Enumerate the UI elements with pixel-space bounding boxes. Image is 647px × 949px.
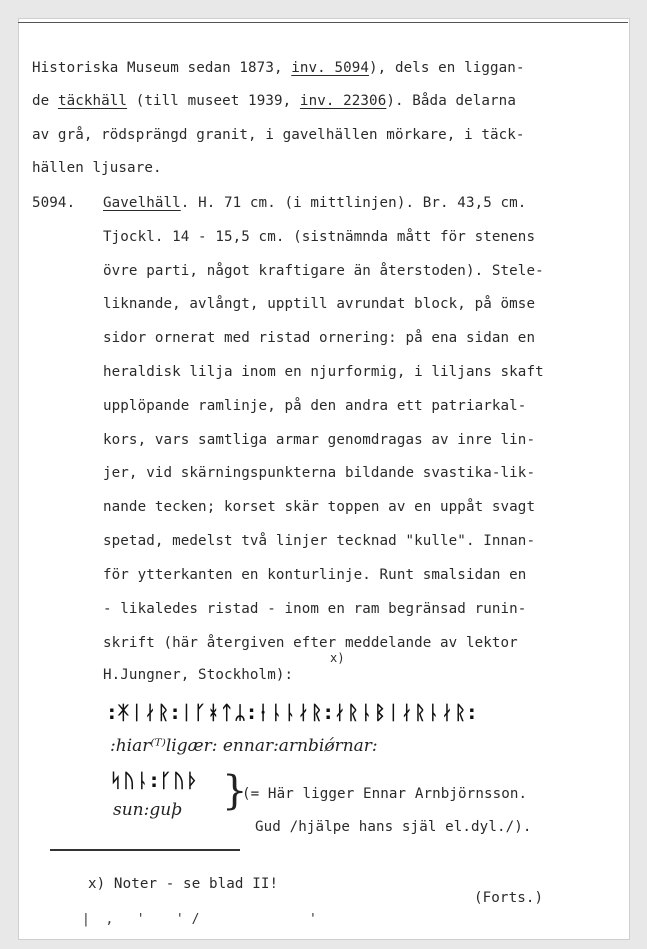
- text: (till museet 1939,: [127, 93, 300, 109]
- text-line: liknande, avlångt, upptill avrundat block, på ömse: [103, 296, 536, 312]
- text-line: [32, 60, 525, 76]
- top-border-line: [18, 22, 628, 23]
- text: ). Båda delarna: [386, 93, 516, 109]
- text-line: [32, 93, 516, 109]
- inventory-number: inv. 5094: [291, 60, 370, 76]
- text-line: spetad, medelst två linjer tecknad "kulle". Innan-: [103, 533, 536, 549]
- footnote: x) Noter - se blad II!: [88, 876, 279, 892]
- text-line: hällen ljusare.: [32, 160, 162, 176]
- scan-marks: | , ' ' / ': [82, 912, 317, 927]
- text-line: heraldisk lilja inom en njurformig, i liljans skaft: [103, 364, 544, 380]
- text-line: - likaledes ristad - inom en ram begränsad runin-: [103, 601, 527, 617]
- text-line: [103, 195, 526, 211]
- text: de: [32, 93, 58, 109]
- text-line: H.Jungner, Stockholm):: [103, 667, 294, 683]
- text: . H. 71 cm. (i mittlinjen). Br. 43,5 cm.: [180, 195, 527, 211]
- continued-note: (Forts.): [474, 890, 544, 906]
- text-line: nande tecken; korset skär toppen av en uppåt svagt: [103, 499, 536, 515]
- underlined-term: täckhäll: [57, 93, 128, 109]
- text-line: Tjockl. 14 - 15,5 cm. (sistnämnda mått för stenens: [103, 229, 536, 245]
- translation-line-1: (= Här ligger Ennar Arnbjörnsson.: [242, 786, 528, 802]
- text-line: sidor ornerat med ristad ornering: på ena sidan en: [103, 330, 536, 346]
- transliteration-line-1: :hiar⁽ᵀ⁾ligær: ennar:arnbiǿrnar:: [110, 736, 378, 756]
- footnote-marker: x): [330, 651, 345, 665]
- runic-inscription-line-2: ᛋᚢᚿ:ᚴᚢᚦ: [110, 770, 200, 792]
- text-line: skrift (här återgiven efter meddelande av lektor: [103, 635, 518, 651]
- text-line: upplöpande ramlinje, på den andra ett patriarkal-: [103, 398, 527, 414]
- transliteration-line-2: sun:guþ: [113, 800, 183, 820]
- text-line: övre parti, något kraftigare än återstoden). Stele-: [103, 263, 544, 279]
- footnote-separator: [50, 849, 240, 851]
- text-line: jer, vid skärningspunkterna bildande svastika-lik-: [103, 465, 536, 481]
- text-line: kors, vars samtliga armar genomdragas av inre lin-: [103, 432, 536, 448]
- translation-line-2: Gud /hjälpe hans själ el.dyl./).: [255, 819, 532, 835]
- text: Historiska Museum sedan 1873,: [32, 60, 292, 76]
- text: ), dels en liggan-: [369, 60, 525, 76]
- brace-symbol: }: [222, 768, 248, 814]
- inventory-number: inv. 22306: [299, 93, 387, 109]
- underlined-term: Gavelhäll: [103, 195, 181, 211]
- runic-inscription-line-1: :ᛡᛁᛅᚱ:ᛁᚴᚼᛏᛦ:ᛂᚿᚿᛅᚱ:ᛅᚱᚿᛒᛁᛅᚱᚿᛅᚱ:: [108, 702, 478, 724]
- entry-number: 5094.: [32, 195, 76, 211]
- text-line: av grå, rödsprängd granit, i gavelhällen mörkare, i täck-: [32, 127, 525, 143]
- text-line: för ytterkanten en konturlinje. Runt smalsidan en: [103, 567, 527, 583]
